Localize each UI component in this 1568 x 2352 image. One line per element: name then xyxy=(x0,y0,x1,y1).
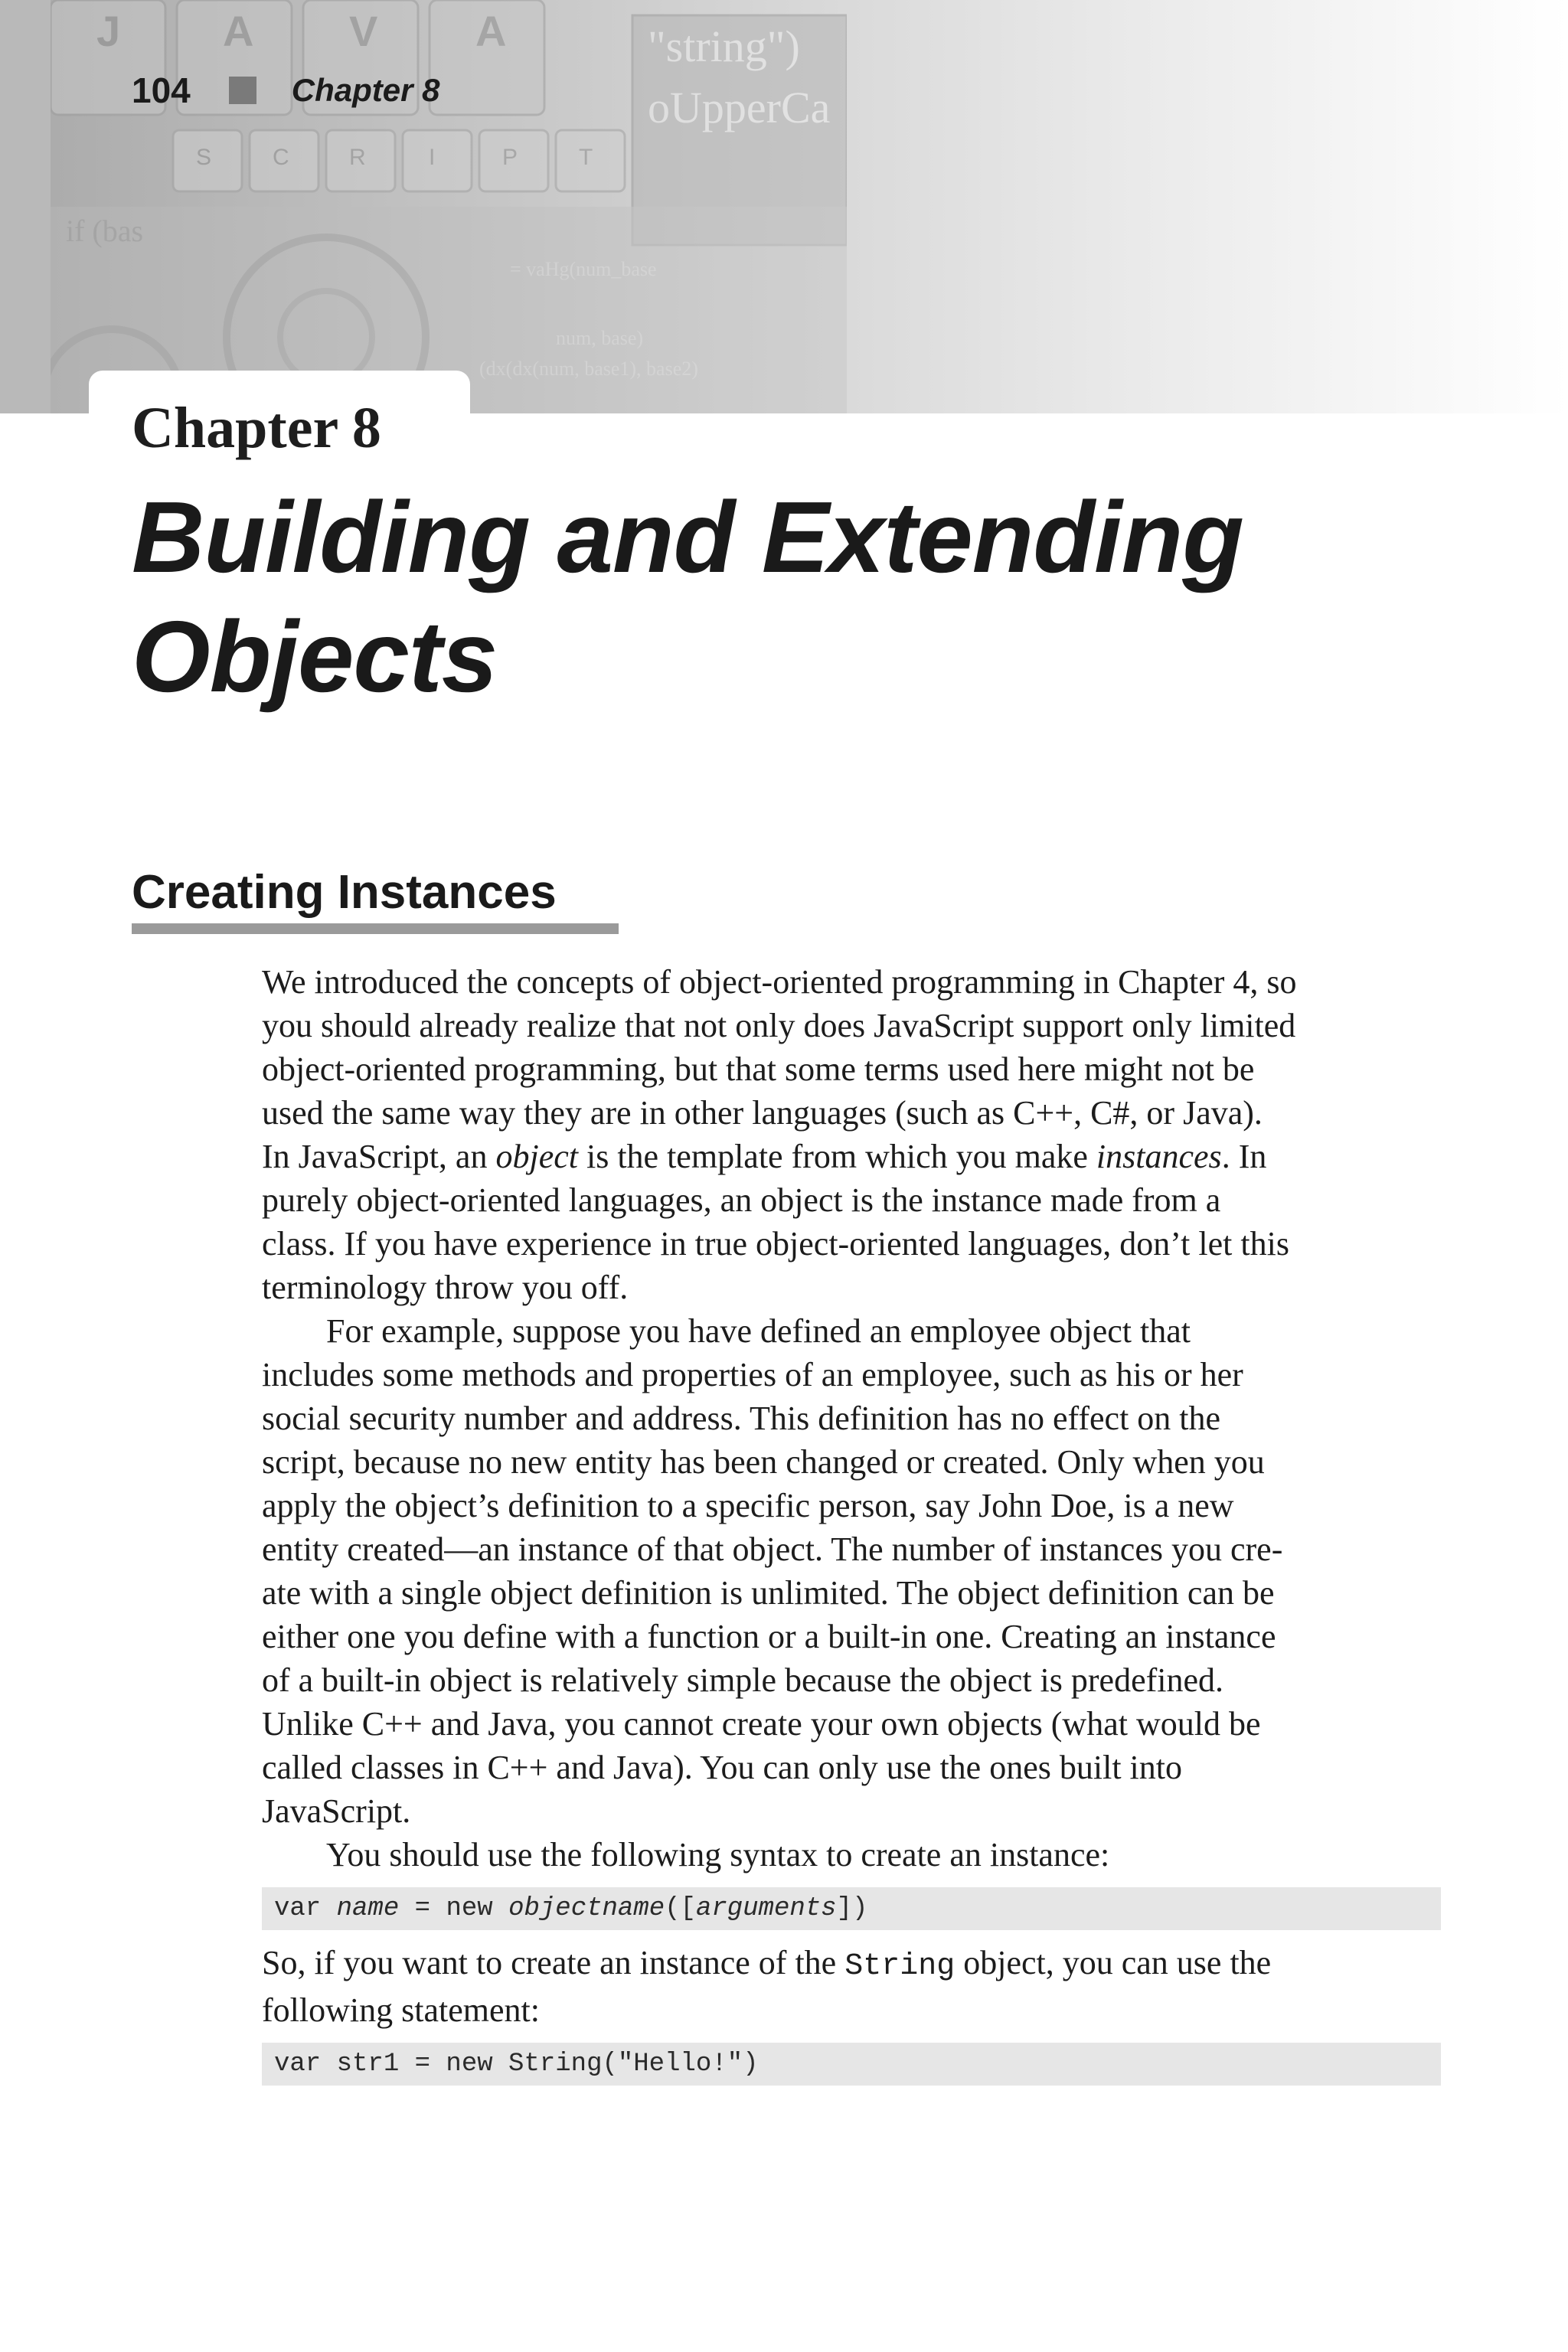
p2-line: script, because no new entity has been changed or created. Only when you xyxy=(262,1443,1265,1481)
banner-code-line5: num, base) xyxy=(556,327,644,349)
p1-line: class. If you have experience in true object-oriented languages, don’t let this xyxy=(262,1225,1289,1263)
banner-code-if: if (bas xyxy=(66,214,144,248)
code-text-open: ([ xyxy=(665,1894,696,1923)
p1-term-object: object xyxy=(495,1138,578,1175)
p4-code-string: String xyxy=(844,1949,956,1984)
paragraph-3 xyxy=(262,1833,1441,1877)
p4-line: following statement: xyxy=(262,1991,540,2029)
chapter-banner xyxy=(0,0,1568,413)
p2-line: called classes in C++ and Java). You can only use the ones built into xyxy=(262,1749,1182,1786)
p1-line: object-oriented programming, but that some terms used here might not be xyxy=(262,1050,1255,1088)
code-text-close: ]) xyxy=(836,1894,868,1923)
body-text xyxy=(262,960,1441,2096)
paragraph-4 xyxy=(262,1941,1441,2032)
banner-key-p: P xyxy=(502,145,518,170)
chapter-label: Chapter 8 xyxy=(132,396,381,460)
header-chapter-label: Chapter 8 xyxy=(291,72,440,108)
banner-code-string: "string") xyxy=(648,21,800,71)
p1-text: is the template from which you make xyxy=(577,1138,1096,1175)
p2-line: For example, suppose you have defined an employee object that xyxy=(326,1312,1191,1350)
banner-key-t: T xyxy=(579,145,593,170)
p4-line xyxy=(262,1941,1441,1988)
p2-line: social security number and address. This definition has no effect on the xyxy=(262,1400,1221,1437)
chapter-title-line-2: Objects xyxy=(132,600,498,713)
p1-line: terminology throw you off. xyxy=(262,1269,629,1306)
banner-side-strip xyxy=(0,0,51,413)
p1-text: . In xyxy=(1221,1138,1267,1175)
paragraph-1 xyxy=(262,960,1441,1309)
p2-line: Unlike C++ and Java, you cannot create your own objects (what would be xyxy=(262,1705,1261,1743)
p2-line: either one you define with a function or a built-in one. Creating an instance xyxy=(262,1618,1276,1655)
banner-key-s: S xyxy=(196,145,212,170)
p2-line: entity created—an instance of that object. The number of instances you cre- xyxy=(262,1530,1283,1568)
banner-keys-bottom xyxy=(173,130,625,191)
code-text-new: = new xyxy=(399,1894,509,1923)
banner-key-i: I xyxy=(429,145,436,170)
code-block-syntax xyxy=(262,1887,1441,1930)
code-keyword-var: var xyxy=(274,1894,337,1923)
p2-line: JavaScript. xyxy=(262,1792,411,1830)
banner-key-c: C xyxy=(273,145,289,170)
header-square-icon xyxy=(229,77,256,104)
p1-term-instances: instances xyxy=(1096,1138,1222,1175)
p1-line: you should already realize that not only does JavaScript support only limited xyxy=(262,1007,1296,1044)
p1-line: We introduced the concepts of object-oriented programming in Chapter 4, so xyxy=(262,963,1297,1001)
p1-line: purely object-oriented languages, an object is the instance made from a xyxy=(262,1181,1221,1219)
section-heading-rule xyxy=(132,923,619,934)
banner-key-a: A xyxy=(223,7,254,55)
paragraph-2 xyxy=(262,1309,1441,1833)
banner-key-a2: A xyxy=(475,7,507,55)
p1-line xyxy=(262,1135,1441,1178)
code-block-example: var str1 = new String("Hello!") xyxy=(262,2043,1441,2086)
code-placeholder-name: name xyxy=(336,1894,400,1923)
banner-code-line4: = vaHg(num_base xyxy=(510,258,657,280)
p2-line: apply the object’s definition to a specific person, say John Doe, is a new xyxy=(262,1487,1234,1524)
p3-line: You should use the following syntax to create an instance: xyxy=(326,1836,1110,1873)
p4-text: So, if you want to create an instance of the xyxy=(262,1944,845,1981)
p1-line: used the same way they are in other languages (such as C++, C#, or Java). xyxy=(262,1094,1263,1132)
banner-key-v: V xyxy=(349,7,378,55)
banner-code-line6: (dx(dx(num, base1), base2) xyxy=(479,358,698,380)
section-heading: Creating Instances xyxy=(132,866,557,919)
code-placeholder-objectname: objectname xyxy=(508,1894,665,1923)
p4-text: object, you can use the xyxy=(955,1944,1272,1981)
p2-line: ate with a single object definition is unlimited. The object definition can be xyxy=(262,1574,1275,1612)
running-header xyxy=(132,67,439,113)
page-number: 104 xyxy=(132,70,191,110)
banner-key-j: J xyxy=(96,7,121,55)
banner-keyboard-art xyxy=(51,0,847,413)
chapter-title xyxy=(132,478,1510,717)
banner-code-touppercase: oUpperCa xyxy=(648,83,831,132)
p2-line: of a built-in object is relatively simple because the object is predefined. xyxy=(262,1661,1224,1699)
code-placeholder-arguments: arguments xyxy=(695,1894,837,1923)
chapter-title-line-1: Building and Extending xyxy=(132,481,1243,593)
banner-key-r: R xyxy=(349,145,366,170)
p2-line: includes some methods and properties of an employee, such as his or her xyxy=(262,1356,1243,1393)
p1-text: In JavaScript, an xyxy=(262,1138,496,1175)
